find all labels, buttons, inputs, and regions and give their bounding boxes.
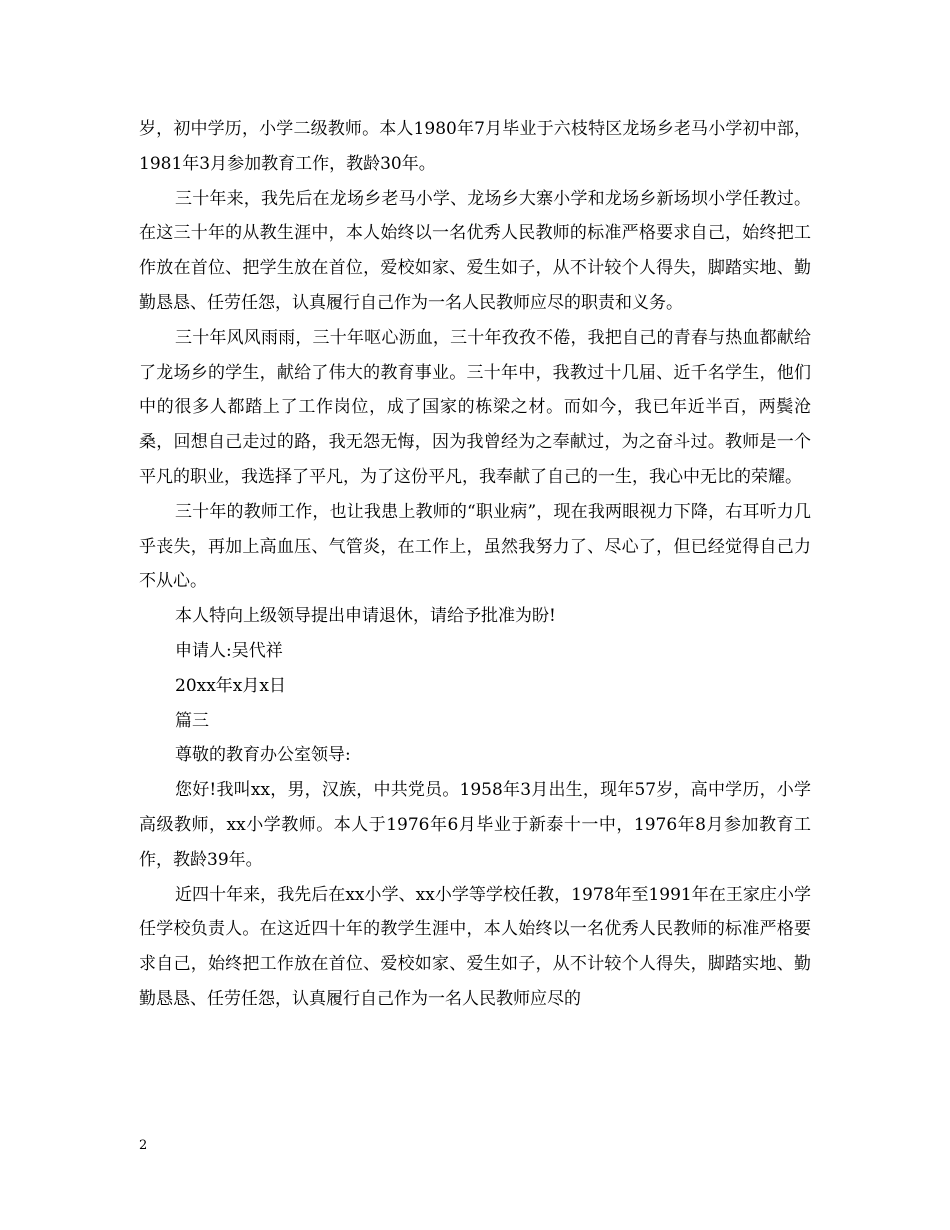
paragraph-3: 三十年风风雨雨，三十年呕心沥血，三十年孜孜不倦，我把自己的青春与热血都献给了龙场乡的学生，献给了伟大的教育事业。三十年中，我教过十几届、近千名学生，他们中的很多人都踏上了工作岗位，成了国家的栋梁之材。而如今，我已年近半百，两鬓沧桑，回想自己走过的路，我无怨无悔，因为我曾经为之奉献过，为之奋斗过。教师是一个平凡的职业，我选择了平凡，为了这份平凡，我奉献了自己的一生，我心中无比的荣耀。 — [139, 327, 811, 487]
paragraph-4: 三十年的教师工作，也让我患上教师的“职业病”，现在我两眼视力下降，右耳听力几乎丧失，再加上高血压、气管炎，在工作上，虽然我努力了、尽心了，但已经觉得自己力不从心。 — [139, 501, 811, 592]
paragraph-1: 岁，初中学历，小学二级教师。本人1980年7月毕业于六枝特区龙场乡老马小学初中部，1981年3月参加教育工作，教龄30年。 — [139, 119, 811, 174]
paragraph-career: 近四十年来，我先后在xx小学、xx小学等学校任教，1978年至1991年在王家庄小学任学校负责人。在这近四十年的教学生涯中，本人始终以一名优秀人民教师的标准严格要求自己，始终把工作放在首位、爱校如家、爱生如子，从不计较个人得失，脚踏实地、勤勤恳恳、任劳任怨，认真履行自己作为一名人民教师应尽的 — [139, 884, 811, 1009]
paragraph-request: 本人特向上级领导提出申请退休，请给予批准为盼! — [175, 606, 556, 627]
applicant-signature: 申请人:吴代祥 — [175, 640, 283, 661]
salutation: 尊敬的教育办公室领导: — [175, 745, 351, 766]
paragraph-2: 三十年来，我先后在龙场乡老马小学、龙场乡大寨小学和龙场乡新场坝小学任教过。在这三十年的从教生涯中，本人始终以一名优秀人民教师的标准严格要求自己，始终把工作放在首位、把学生放在首位，爱校如家、爱生如子，从不计较个人得失，脚踏实地、勤勤恳恳、任劳任怨，认真履行自己作为一名人民教师应尽的职责和义务。 — [139, 188, 811, 313]
application-date: 20xx年x月x日 — [175, 675, 286, 696]
page-number: 2 — [139, 1138, 148, 1153]
paragraph-intro: 您好!我叫xx，男，汉族，中共党员。1958年3月出生，现年57岁，高中学历，小学高级教师，xx小学教师。本人于1976年6月毕业于新泰十一中，1976年8月参加教育工作，教龄39年。 — [139, 780, 811, 870]
section-heading: 篇三 — [175, 710, 209, 731]
document-body — [139, 112, 811, 1017]
